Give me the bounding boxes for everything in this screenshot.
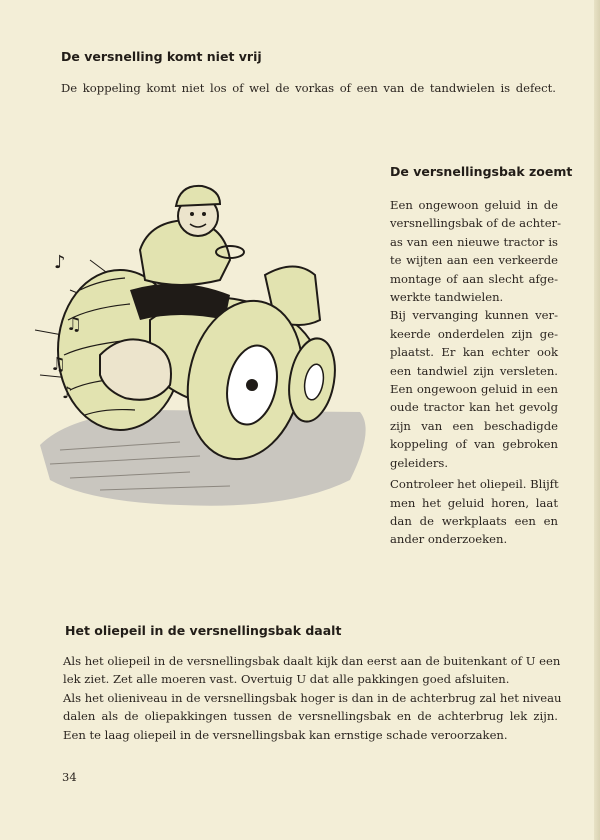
paragraph-versnellingsbak-zoemt: [390, 196, 562, 549]
text-line: Een ongewoon geluid in een: [390, 382, 558, 397]
text-line: lek ziet. Zet alle moeren vast. Overtuig U dat alle pakkingen goed afsluiten.: [63, 672, 510, 687]
text-line: keerde onderdelen zijn ge-: [390, 326, 558, 341]
tractor-illustration: [30, 180, 370, 520]
text-line: Controleer het oliepeil. Blijft: [390, 477, 559, 492]
text-line: geleiders.: [390, 455, 449, 470]
text-line: De koppeling komt niet los of wel de vorkas of een van de tandwielen is defect.: [61, 81, 556, 95]
text-line: montage of aan slecht afge-: [390, 271, 558, 286]
text-line: Als het oliepeil in de versnellingsbak daalt kijk dan eerst aan de buitenkant of U een: [63, 654, 561, 668]
text-line: as van een nieuwe tractor is: [390, 234, 558, 249]
svg-text:♪: ♪: [62, 383, 73, 402]
heading-oliepeil-daalt: Het oliepeil in de versnellingsbak daalt: [65, 623, 342, 638]
text-line: dan de werkplaats een en: [390, 513, 558, 528]
svg-text:♪: ♪: [54, 252, 66, 273]
text-line: een tandwiel zijn versleten.: [390, 363, 558, 378]
text-line: ander onderzoeken.: [390, 532, 508, 547]
text-line: men het geluid horen, laat: [390, 495, 558, 510]
text-line: werkte tandwielen.: [390, 290, 504, 305]
svg-text:♫: ♫: [66, 314, 83, 335]
text-line: Bij vervanging kunnen ver-: [390, 308, 558, 323]
text-line: te wijten aan een verkeerde: [390, 253, 558, 268]
text-line: koppeling of van gebroken: [390, 437, 558, 452]
svg-text:♫: ♫: [50, 354, 67, 375]
text-line: oude tractor kan het gevolg: [390, 400, 558, 415]
driver-hat: [176, 186, 220, 206]
chassis: [130, 284, 230, 320]
page-edge: [594, 0, 600, 840]
text-line: versnellingsbak of de achter-: [390, 216, 562, 231]
text-line: Een te laag oliepeil in de versnellingsbak kan ernstige schade veroorzaken.: [63, 727, 508, 742]
exhaust: [100, 339, 171, 399]
page-number: 34: [62, 770, 77, 784]
paragraph-versnelling: [61, 79, 556, 97]
text-line: Een ongewoon geluid in de: [390, 198, 558, 212]
paragraph-oliepeil: [63, 652, 562, 744]
heading-versnellingsbak-zoemt: De versnellingsbak zoemt: [390, 164, 573, 179]
text-line: zijn van een beschadigde: [390, 418, 558, 433]
heading-versnelling-komt-niet-vrij: De versnelling komt niet vrij: [61, 49, 262, 64]
text-line: plaatst. Er kan echter ook: [390, 345, 558, 360]
text-line: Als het olieniveau in de versnellingsbak hoger is dan in de achterbrug zal het niveau: [63, 690, 562, 705]
text-line: dalen als de oliepakkingen tussen de versnellingsbak en de achterbrug lek zijn.: [63, 709, 558, 724]
